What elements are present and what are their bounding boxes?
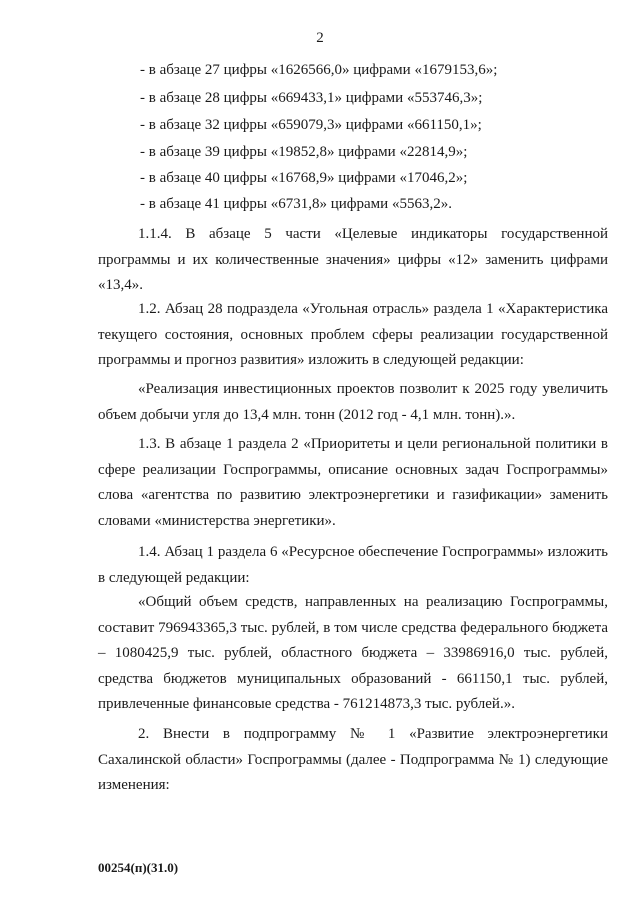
list-item: - в абзаце 39 цифры «19852,8» цифрами «22814,9»; [140,144,468,160]
paragraph-1-3 [98,432,608,534]
list-item: - в абзаце 32 цифры «659079,3» цифрами «661150,1»; [140,117,482,133]
paragraph-quote-funding [98,590,608,718]
list-item: - в абзаце 41 цифры «6731,8» цифрами «5563,2». [140,196,452,212]
list-item: - в абзаце 27 цифры «1626566,0» цифрами «1679153,6»; [140,62,498,78]
paragraph-text: «Общий объем средств, направленных на реализацию Госпрограммы, составит 796943365,3 тыс. рублей, в том числе средства федерального бюджета – 1080425,9 тыс. рублей, областного бюджета – 33986916,0 тыс. рублей, средства бюджетов муниципальных образований - 661150,1 тыс. рублей, привлеченные финансовые средства - 761214873,3 тыс. рублей.». [98,594,608,712]
paragraph-text: 2. Внести в подпрограмму № 1 «Развитие электроэнергетики Сахалинской области» Госпрограммы (далее - Подпрограмма № 1) следующие изменения: [98,726,608,793]
paragraph-1-1-4 [98,222,608,299]
paragraph-text: 1.3. В абзаце 1 раздела 2 «Приоритеты и цели региональной политики в сфере реализации Госпрограммы, описание основных задач Госпрограммы» слова «агентства по развитию электроэнергетики и газификации» заменить словами «министерства энергетики». [98,436,608,529]
paragraph-quote-coal [98,377,608,428]
paragraph-text: 1.1.4. В абзаце 5 части «Целевые индикаторы государственной программы и их количественные значения» цифры «12» заменить цифрами «13,4». [98,226,608,293]
list-item: - в абзаце 28 цифры «669433,1» цифрами «553746,3»; [140,90,483,106]
paragraph-1-2 [98,297,608,374]
paragraph-text: 1.2. Абзац 28 подраздела «Угольная отрасль» раздела 1 «Характеристика текущего состояния, основных проблем сферы реализации государственной программы и прогноз развития» изложить в следующей редакции: [98,301,608,368]
paragraph-text: 1.4. Абзац 1 раздела 6 «Ресурсное обеспечение Госпрограммы» изложить в следующей редакции: [98,544,608,586]
paragraph-2 [98,722,608,799]
paragraph-1-4 [98,540,608,591]
document-code: 00254(п)(31.0) [98,860,179,875]
paragraph-text: «Реализация инвестиционных проектов позволит к 2025 году увеличить объем добычи угля до 13,4 млн. тонн (2012 год - 4,1 млн. тонн).». [98,381,608,423]
list-item: - в абзаце 40 цифры «16768,9» цифрами «17046,2»; [140,170,468,186]
page-number: 2 [316,30,324,46]
